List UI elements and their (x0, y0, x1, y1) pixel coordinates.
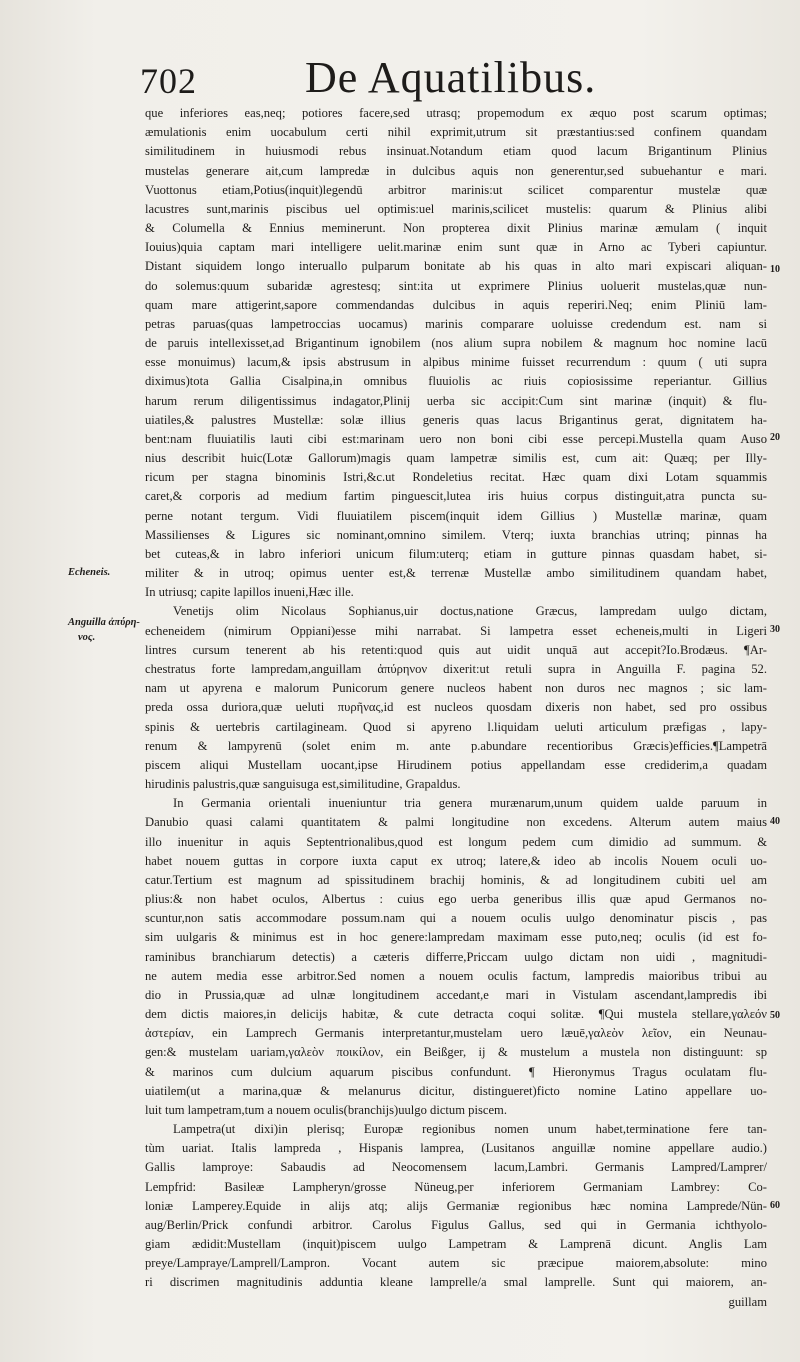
text-line: similitudinem in huiusmodi rebus insinuat.Notandum etiam quod lacum Brigantinum Plinius (145, 144, 767, 159)
text-line: In utriusq; capite lapillos inueni,Hæc ille. (145, 585, 354, 600)
text-line: Lampetra(ut dixi)in plerisq; Europæ regionibus nomen unum habet,terminatione fere tan- (173, 1122, 767, 1137)
text-line: lacustres sunt,marinis piscibus uel optimis:uel marinis,scilicet mustelis: quarum & Plinius alibi (145, 201, 767, 216)
text-line: ne autem media esse arbitror.Sed nomen a nouem oculis factum, lampredis maioribus tribui au (145, 968, 767, 983)
margin-note-anguilla-cont: νος. (78, 632, 96, 643)
page-number: 702 (140, 61, 197, 101)
text-line: spinis & uertebris cartilagineam. Quod si apyreno l.liquidam ueluti articulum præfigas , lapy- (145, 719, 767, 734)
text-line: guillam (728, 1294, 767, 1309)
page-header (140, 52, 760, 100)
text-line: aug/Berlin/Prick confundi arbitror. Carolus Figulus Gallus, sed qui in Germania ichthyolo- (145, 1217, 767, 1232)
text-line: hirudinis palustris,quæ sanguisuga est,similitudine, Grapaldus. (145, 777, 461, 792)
text-line: catur.Tertium est magnum ad spissitudinem brachij hominis, & ad longitudinem cubiti uel am (145, 872, 767, 887)
text-line: echeneidem (nimirum Oppiani)esse mihi narrabat. Si lampetra esset echeneis,multi in Ligeri (145, 623, 767, 638)
text-line: uiatilem(ut a marina,quæ & melanurus dicitur, distingueret)ficto nomine Latino appellare uo- (145, 1083, 767, 1098)
text-line: Danubio quasi calami quantitatem & palmi longitudine non excedens. Alterum autem maius (145, 815, 767, 830)
text-line: nius describit huic(Lotæ Gallorum)magis quam lampetræ similis est, cum ait: Quæq; per Illy- (145, 451, 767, 466)
text-line: bet cuteas,& in labro inferiori unicum filum:uterq; etiam in gutture pinnas quasdam habet, si- (145, 546, 767, 561)
text-line: perne notant tergum. Vidi fluuiatilem piscem(inquit idem Gillius ) Mustellæ marinæ, quam (145, 508, 767, 523)
text-line: Vuottonus etiam,Potius(inquit)legendū arbitror marinis:ut scilicet comparentur mustelæ quæ (145, 182, 767, 197)
text-line: quam mare attigerint,sapore commendandas dulcibus in aquis reperiri.Neq; enim Pliniū lam- (145, 297, 767, 312)
text-line: dio in Prussia,quæ ad ulnæ longitudinem accedant,e mari in Vistulam ascendant,lampredis ibi (145, 987, 767, 1002)
text-line: loniæ Lamperey.Equide in alijs atq; alijs Germaniæ regionibus hæc nomina Lamprede/Nün- (145, 1198, 767, 1213)
text-line: & marinos cum dulcium aquarum piscibus confundunt. ¶ Hieronymus Tragus oculatam flu- (145, 1064, 767, 1079)
text-line: gen:& mustelam uariam,γαλεὸν ποικίλον, ein Beißger, ij & mustelum a mustela non distinguunt: sp (145, 1045, 767, 1060)
text-line: æmulationis enim uocabulum certi nihil exprimit,utrum sit præstantius:sed confinem quandam (145, 125, 767, 140)
text-line: nam ut apyrena e malorum Punicorum genere nucleos habent non duros nec magnos ; sic lam- (145, 681, 767, 696)
text-line: preda ossa duriora,quæ ueluti πυρῆνας,id est nucleos quosdam dixeris non habet, sed pro ossibus (145, 700, 767, 715)
text-line: diximus)tota Gallia Cisalpina,in omnibus fluuiolis ac riuis copiosissime reperiantur. Gillius (145, 374, 767, 389)
text-line: sim uulgaris & minimus est in hoc genere:lampredam maximam esse puto,neq; oculis (id est fo- (145, 930, 767, 945)
text-line: & Columella & Ennius meminerunt. Non propterea dixit Plinius marinæ æmulam ( inquit (145, 221, 767, 236)
text-line: renum & lampyrenū (solet enim m. ante p.abundare recentioribus Græcis)efficies.¶Lampetrā (145, 738, 767, 753)
line-number-20: 20 (770, 432, 780, 443)
text-line: de paruis intellexisset,ad Brigantinum ignobilem (nos alium supra nobilem & magnum hoc nomine lacū (145, 336, 767, 351)
text-line: giam ædidit:Mustellam (inquit)piscem uulgo Lampetram & Lamprenā dicunt. Anglis Lam (145, 1237, 767, 1252)
text-line: mustelas generare ait,cum lampredæ in dulcibus aquis non generentur,sed subuehantur e mari. (145, 163, 767, 178)
text-line: militer & in utroq; opimus uenter est,& terrenæ Mustellæ ambo similitudinem quandam habet, (145, 566, 767, 581)
text-line: uiatiles,& palustres Mustellæ: solæ illius generis quas lacus Brigantinus gerat, dignitatem ha- (145, 412, 767, 427)
text-line: chestratus forte lampredam,anguillam ἀπύρηνον dixerit:ut retuli supra in Anguilla F. pagina 52. (145, 661, 767, 676)
text-line: tùm uariat. Italis lampreda , Hispanis lamprea, (Lusitanos anguillæ nomine appellare audio.) (145, 1141, 767, 1156)
text-line: Massilienses & Ligures sic nominant,omnino similem. Vterq; iuxta branchias utrinq; pinnas ha (145, 527, 767, 542)
text-line: harum rerum diligentissimus indagator,Plinij uerba sic accipit:Cum sint marinæ (inquit) & flu- (145, 393, 767, 408)
text-line: Distant siquidem longo interuallo pulparum bonitate ab his quas in alto mari expiscari aliquan- (145, 259, 767, 274)
text-line: In Germania orientali inueniuntur tria genera murænarum,unum quidem ualde paruum in (173, 796, 767, 811)
text-line: do solemus:quum subaridæ agrestesq; sint:ita ut exprimere Plinius uoluerit mustelas,quæ nun- (145, 278, 767, 293)
text-line: Gallis lamproye: Sabaudis ad Neocomensem lacum,Lambri. Germanis Lampred/Lamprer/ (145, 1160, 767, 1175)
text-line: Venetijs olim Nicolaus Sophianus,uir doctus,natione Græcus, lampredam uulgo dictam, (173, 604, 767, 619)
text-line: Iouius)quia captam mari intelligere uelit.marinæ enim sunt quæ in Arno ac Tyberi capiuntur. (145, 240, 767, 255)
text-line: que inferiores eas,neq; potiores facere,sed utrasq; propemodum ex æquo post scarum optimas; (145, 106, 767, 120)
text-line: habet nouem guttas in corpore iuxta caput ex utroq; latere,& ideo ab incolis Nouem oculi uo- (145, 853, 767, 868)
text-line: esse monuimus) lacum,& ipsis abstrusum in alpibus minime fuisset recurrendum : quum ( uti supra (145, 355, 767, 370)
text-line: luit tum lampetram,tum a nouem oculis(branchijs)uulgo dictum piscem. (145, 1102, 507, 1117)
line-number-40: 40 (770, 816, 780, 827)
body-text (145, 104, 767, 1312)
text-line: bent:nam fluuiatilis lauti cibi est:marinam uero non boni cibi esse percepi.Mustella quam Auso (145, 431, 767, 446)
text-line: dem dictis maiores,in delicijs habitæ, & cute detracta coqui solitæ. ¶Qui mustela stellare,γαλεόν (145, 1007, 767, 1022)
line-number-30: 30 (770, 624, 780, 635)
text-line: petras paruas(quas lampetroccias uocamus) marinis comparare uoluisse credendum est. nam si (145, 316, 767, 331)
text-line: ricum per stagna binominis Istri,&c.ut Rondeletius recitat. Hæc quam dixi Lotam squammis (145, 470, 767, 485)
text-line: lintres cursum tenerent ab his retenti:quod quis aut uidit unquā aut accepit?Io.Brodæus. ¶Ar- (145, 642, 767, 657)
margin-note-anguilla: Anguilla ἀπύρη- (68, 617, 140, 628)
text-line: ri discrimen magnitudinis adduntia kleane lamprelle/a smal lamprelle. Sunt qui maiorem, an- (145, 1275, 767, 1290)
text-line: plius:& non habet oculos, Albertus : cuius ego uerba generibus illis quæ apud Germanos no- (145, 892, 767, 907)
text-line: illo inuenitur in aquis Septentrionalibus,quod est longum pedem cum dimidio ad summum. & (145, 834, 767, 849)
text-line: piscem aliqui Mustellam uocant,ipse Hirudinem potius appellandam esse crediderim,a quadam (145, 757, 767, 772)
text-line: preye/Lampraye/Lamprell/Lampron. Vocant autem sic præcipue maiorem,absolute: mino (145, 1256, 767, 1271)
line-number-50: 50 (770, 1010, 780, 1021)
line-number-10: 10 (770, 264, 780, 275)
text-line: raminibus branchiarum detectis) a cæteris differre,Priccam uulgo dictam non uidi , magnitudi- (145, 949, 767, 964)
text-line: caret,& corporis ad medium fartim pinguescit,lutea iris huius corpus distinguit,atra puncta su- (145, 489, 767, 504)
text-line: scuntur,non satis accommodare possum.nam qui a nouem oculis uulgo denominatur piscis , pas (145, 911, 767, 926)
text-line: Lempfrid: Basileæ Lampheryn/grosse Nüneug,per inferiorem Germaniam Lambrey: Co- (145, 1179, 767, 1194)
text-line: ἀστερίαν, ein Lamprech Germanis interpretantur,mustelam uero læuē,γαλεὸν λεῖον, ein Neunau- (145, 1026, 767, 1041)
running-title: De Aquatilibus. (305, 53, 597, 102)
line-number-60: 60 (770, 1200, 780, 1211)
margin-note-echeneis: Echeneis. (68, 567, 111, 578)
